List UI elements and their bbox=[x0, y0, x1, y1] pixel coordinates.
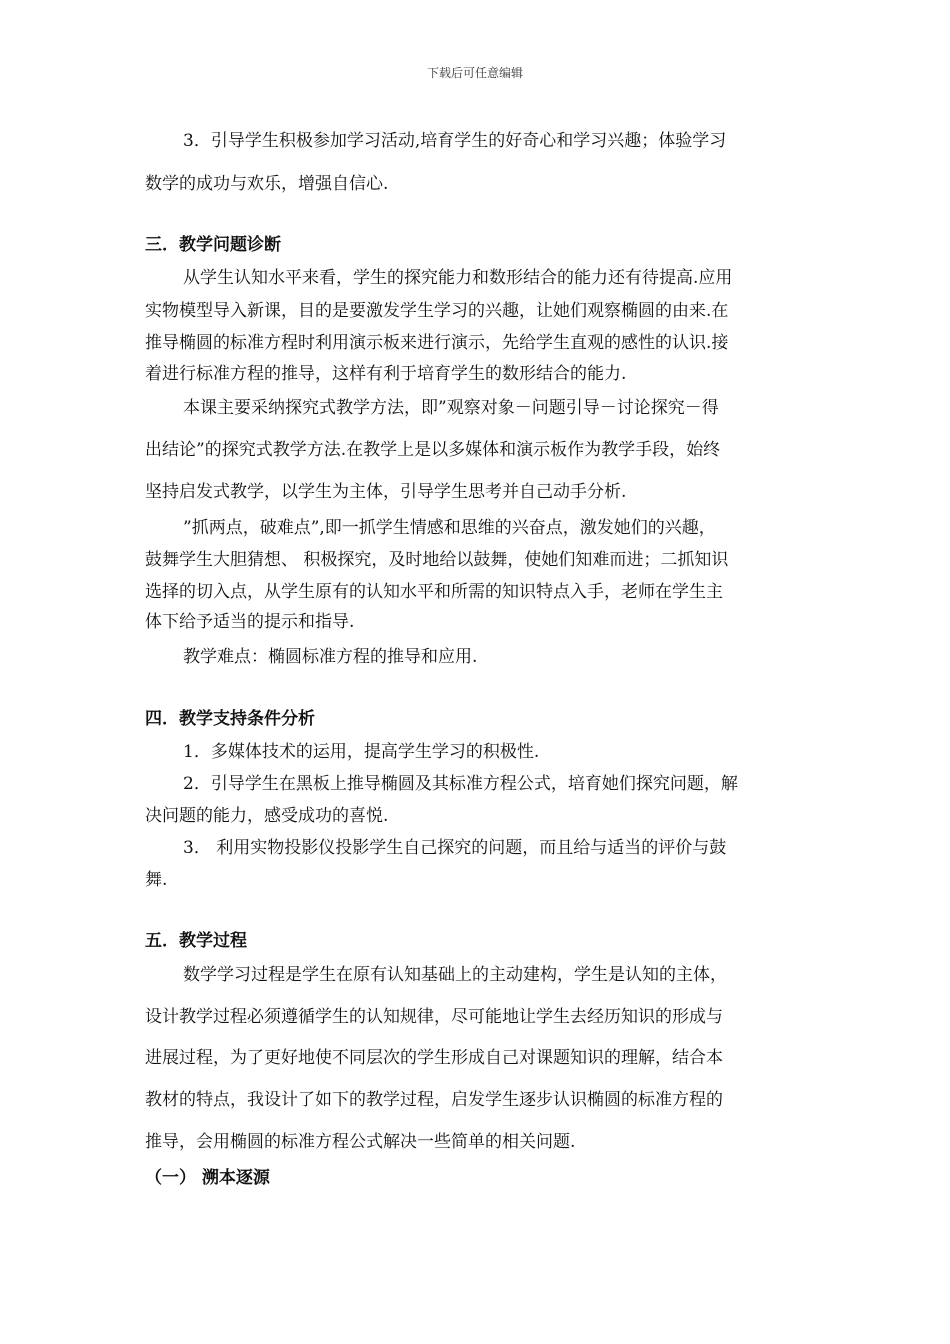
text-line: 舞. bbox=[145, 870, 168, 890]
text-line: 选择的切入点，从学生原有的认知水平和所需的知识特点入手，老师在学生主 bbox=[145, 582, 723, 602]
section-heading-5: 五．教学过程 bbox=[145, 931, 247, 951]
subsection-heading: （一） 溯本逐源 bbox=[145, 1168, 270, 1188]
text-line: 教学难点：椭圆标准方程的推导和应用. bbox=[183, 647, 478, 667]
text-line: 坚持启发式教学，以学生为主体，引导学生思考并自己动手分析. bbox=[145, 482, 627, 502]
text-line: 1．多媒体技术的运用，提高学生学习的积极性. bbox=[183, 742, 540, 762]
text-line: 出结论”的探究式教学方法.在教学上是以多媒体和演示板作为教学手段，始终 bbox=[145, 440, 721, 460]
text-line: 推导，会用椭圆的标准方程公式解决一些简单的相关问题. bbox=[145, 1132, 576, 1152]
text-line: 鼓舞学生大胆猜想、 积极探究，及时地给以鼓舞，使她们知难而进；二抓知识 bbox=[145, 550, 729, 570]
text-line: 进展过程，为了更好地使不同层次的学生形成自己对课题知识的理解，结合本 bbox=[145, 1048, 723, 1068]
text-line: 实物模型导入新课，目的是要激发学生学习的兴趣，让她们观察椭圆的由来.在 bbox=[145, 301, 729, 321]
text-line: ”抓两点，破难点”,即一抓学生情感和思维的兴奋点，激发她们的兴趣， bbox=[183, 518, 716, 538]
text-line: 着进行标准方程的推导，这样有利于培育学生的数形结合的能力. bbox=[145, 364, 627, 384]
page-header: 下载后可任意编辑 bbox=[426, 66, 523, 80]
section-heading-3: 三．教学问题诊断 bbox=[145, 235, 281, 255]
text-line: 设计教学过程必须遵循学生的认知规律，尽可能地让学生去经历知识的形成与 bbox=[145, 1007, 723, 1027]
section-heading-4: 四．教学支持条件分析 bbox=[145, 709, 315, 729]
text-line: 推导椭圆的标准方程时利用演示板来进行演示，先给学生直观的感性的认识.接 bbox=[145, 333, 729, 353]
text-line: 决问题的能力，感受成功的喜悦. bbox=[145, 806, 389, 826]
text-line: 3．引导学生积极参加学习活动,培育学生的好奇心和学习兴趣；体验学习 bbox=[183, 131, 727, 151]
text-line: 数学的成功与欢乐，增强自信心. bbox=[145, 174, 389, 194]
text-line: 数学学习过程是学生在原有认知基础上的主动建构，学生是认知的主体， bbox=[183, 965, 727, 985]
text-line: 教材的特点，我设计了如下的教学过程，启发学生逐步认识椭圆的标准方程的 bbox=[145, 1090, 723, 1110]
text-line: 2．引导学生在黑板上推导椭圆及其标准方程公式，培育她们探究问题，解 bbox=[183, 774, 738, 794]
text-line: 3． 利用实物投影仪投影学生自己探究的问题，而且给与适当的评价与鼓 bbox=[183, 838, 727, 858]
text-line: 体下给予适当的提示和指导. bbox=[145, 612, 355, 632]
text-line: 本课主要采纳探究式教学方法，即”观察对象－问题引导－讨论探究－得 bbox=[183, 398, 719, 418]
text-line: 从学生认知水平来看，学生的探究能力和数形结合的能力还有待提高.应用 bbox=[183, 268, 733, 288]
